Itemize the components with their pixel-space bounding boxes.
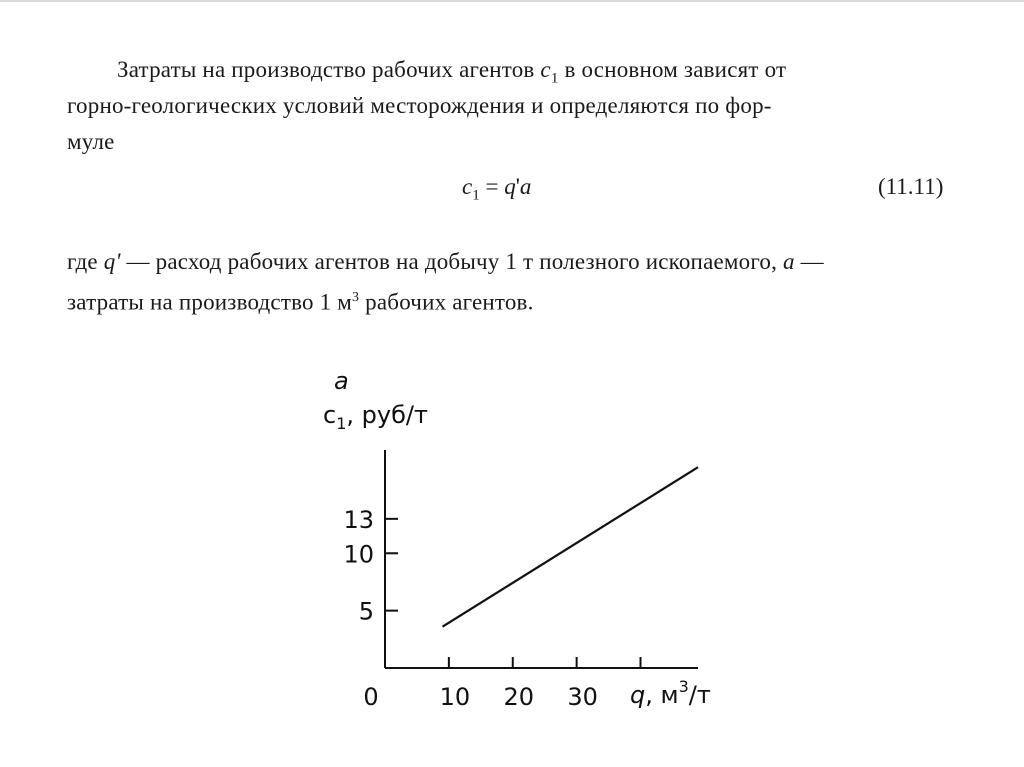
definition-text-a: где <box>67 249 104 274</box>
intro-line-2: горно-геологических условий месторождения и определяются по фор- <box>67 93 772 118</box>
intro-line-3: муле <box>67 129 115 154</box>
y-axis-label: $c_1$, руб/т <box>323 401 428 433</box>
cost-chart <box>300 355 740 725</box>
definition-text-b: — расход рабочих агентов на добычу 1 т полезного ископаемого, <box>120 249 783 274</box>
series-lines <box>442 467 698 626</box>
cubic-superscript: 3 <box>352 290 360 305</box>
x-tick-label: 10 <box>439 683 471 711</box>
x-tick-label: 20 <box>503 683 535 711</box>
y-axis-title <box>323 367 428 433</box>
top-divider <box>0 0 1024 2</box>
var-c: c <box>540 57 551 82</box>
definition-dash: — <box>794 249 824 274</box>
formula-c: c <box>462 174 473 199</box>
formula-prime: ' <box>515 174 520 199</box>
origin-label: 0 <box>363 683 379 711</box>
definition-line-1 <box>67 245 824 279</box>
y-axis-top-label: a <box>334 367 349 395</box>
var-q-prime: q' <box>103 249 121 274</box>
formula-equals: = <box>479 174 505 199</box>
equation-number: (11.11) <box>878 174 944 199</box>
definition-line-2 <box>67 281 534 320</box>
var-a: a <box>783 249 795 274</box>
formula-q: q <box>504 174 516 199</box>
x-tick-label: 30 <box>567 683 598 711</box>
y-tick-label: 13 <box>343 505 374 534</box>
cost-series-line <box>442 467 698 626</box>
formula-a: a <box>519 174 532 199</box>
var-c-subscript: 1 <box>550 70 559 87</box>
x-axis-label: q, $м^3/т$ <box>630 677 711 709</box>
y-tick-label: 5 <box>358 597 374 626</box>
formula-11-11 <box>462 174 531 205</box>
formula-c-subscript: 1 <box>472 187 480 204</box>
definition-text-d: рабочих агентов. <box>359 289 534 315</box>
definition-text-c: затраты на производство 1 м <box>67 289 353 315</box>
x-ticks <box>440 657 641 711</box>
y-ticks <box>343 506 398 626</box>
intro-text-a: Затраты на производство рабочих агентов <box>117 57 541 82</box>
intro-text-b: в основном зависят от <box>558 57 787 82</box>
y-tick-label: 10 <box>343 540 374 569</box>
